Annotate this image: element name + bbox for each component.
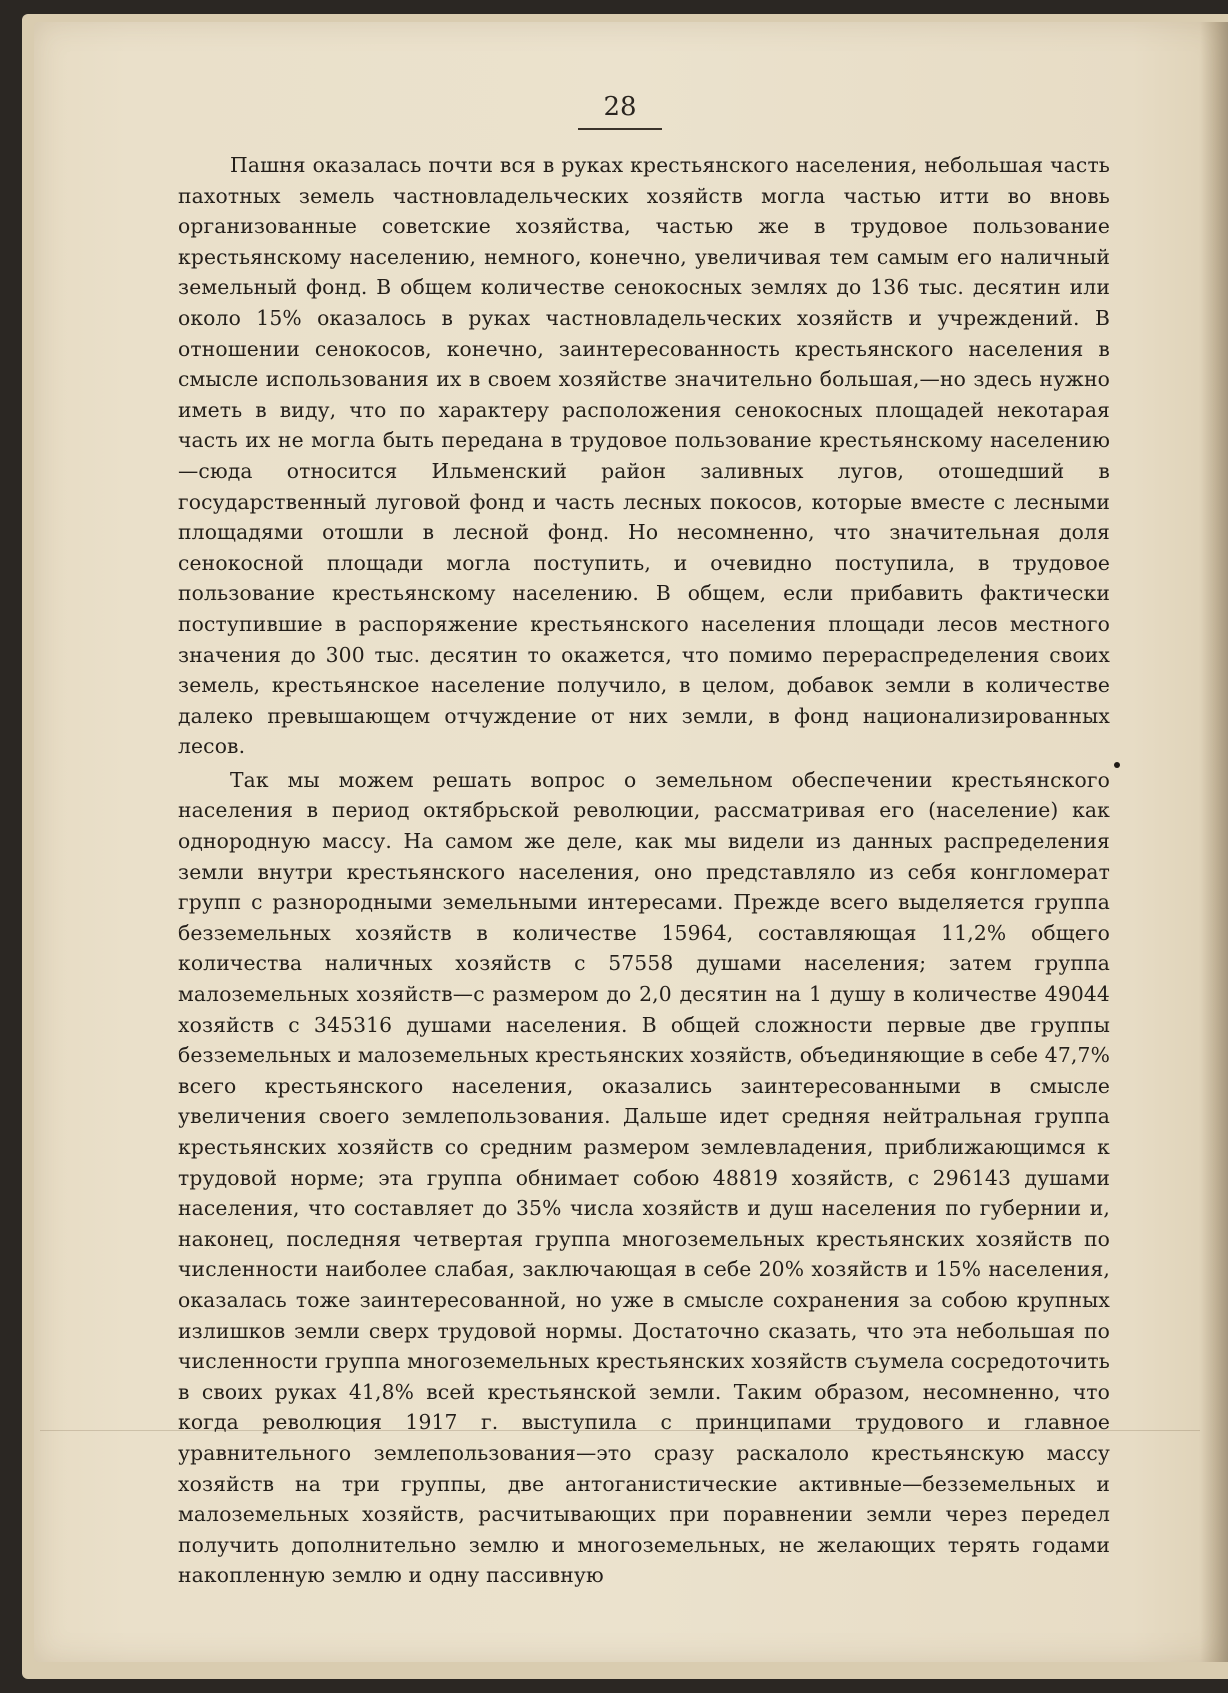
- paragraph-2: Так мы можем решать вопрос о земельном обеспечении крестьянского населения в период октябрьской революции, рассматривая его (население) как однородную массу. На самом же деле, как мы видели из данных распределения земли внутри крестьянского населения, оно представляло из себя конгломерат групп с разнородными земельными интересами. Прежде всего выделяется группа безземельных хозяйств в количестве 15964, составляющая 11,2% общего количества наличных хозяйств с 57558 душами населения; затем группа малоземельных хозяйств—с размером до 2,0 десятин на 1 душу в количестве 49044 хозяйств с 345316 душами населения. В общей сложности первые две группы безземельных и малоземельных крестьянских хозяйств, объединяющие в себе 47,7% всего крестьянского населения, оказались заинтересованными в смысле увеличения своего землепользования. Дальше идет средняя нейтральная группа крестьянских хозяйств со средним размером землевладения, приближающимся к трудовой норме; эта группа обнимает собою 48819 хозяйств, с 296143 душами населения, что составляет до 35% числа хозяйств и душ населения по губернии и, наконец, последняя четвертая группа многоземельных крестьянских хозяйств по численности наиболее слабая, заключающая в себе 20% хозяйств и 15% населения, оказалась тоже заинтересованной, но уже в смысле сохранения за собою крупных излишков земли сверх трудовой нормы. Достаточно сказать, что эта небольшая по численности группа многоземельных крестьянских хозяйств съумела сосредоточить в своих руках 41,8% всей крестьянской земли. Таким образом, несомненно, что когда революция 1917 г. выступила с принципами трудового и главное уравнительного землепользования—это сразу раскалоло крестьянскую массу хозяйств на три группы, две антоганистические активные—безземельных и малоземельных хозяйств, расчитывающих при поравнении земли через передел получить дополнительно землю и многоземельных, не желающих терять годами накопленную землю и одну пассивную: [178, 767, 1110, 1588]
- page-number-rule: [578, 128, 662, 130]
- page-fold-shadow: [1200, 22, 1228, 1662]
- paragraph-1: Пашня оказалась почти вся в руках крестьянского населения, небольшая часть пахотных земель частновладельческих хозяйств могла частью итти во вновь организованные советские хозяйства, частью же в трудовое пользование крестьянскому населению, немного, конечно, увеличивая тем самым его наличный земельный фонд. В общем количестве сенокосных землях до 136 тыс. десятин или около 15% оказалось в руках частновладельческих хозяйств и учреждений. В отношении сенокосов, конечно, заинтересованность крестьянского населения в смысле использования их в своем хозяйстве значительно большая,—но здесь нужно иметь в виду, что по характеру расположения сенокосных площадей некотарая часть их не могла быть передана в трудовое пользование крестьянскому населению—сюда относится Ильменский район заливных лугов, отошедший в государственный луговой фонд и часть лесных покосов, которые вместе с лесными площадями отошли в лесной фонд. Но несомненно, что значительная доля сенокосной площади могла поступить, и очевидно поступила, в трудовое пользование крестьянскому населению. В общем, если прибавить фактически поступившие в распоряжение крестьянского населения площади лесов местного значения до 300 тыс. десятин то окажется, что помимо перераспределения своих земель, крестьянское население получило, в целом, добавок земли в количестве далеко превышающем отчуждение от них земли, в фонд национализированных лесов.: [178, 153, 1110, 759]
- page-number: 28: [603, 92, 637, 122]
- body-text: [178, 150, 1110, 1591]
- ink-mark: [1114, 762, 1120, 768]
